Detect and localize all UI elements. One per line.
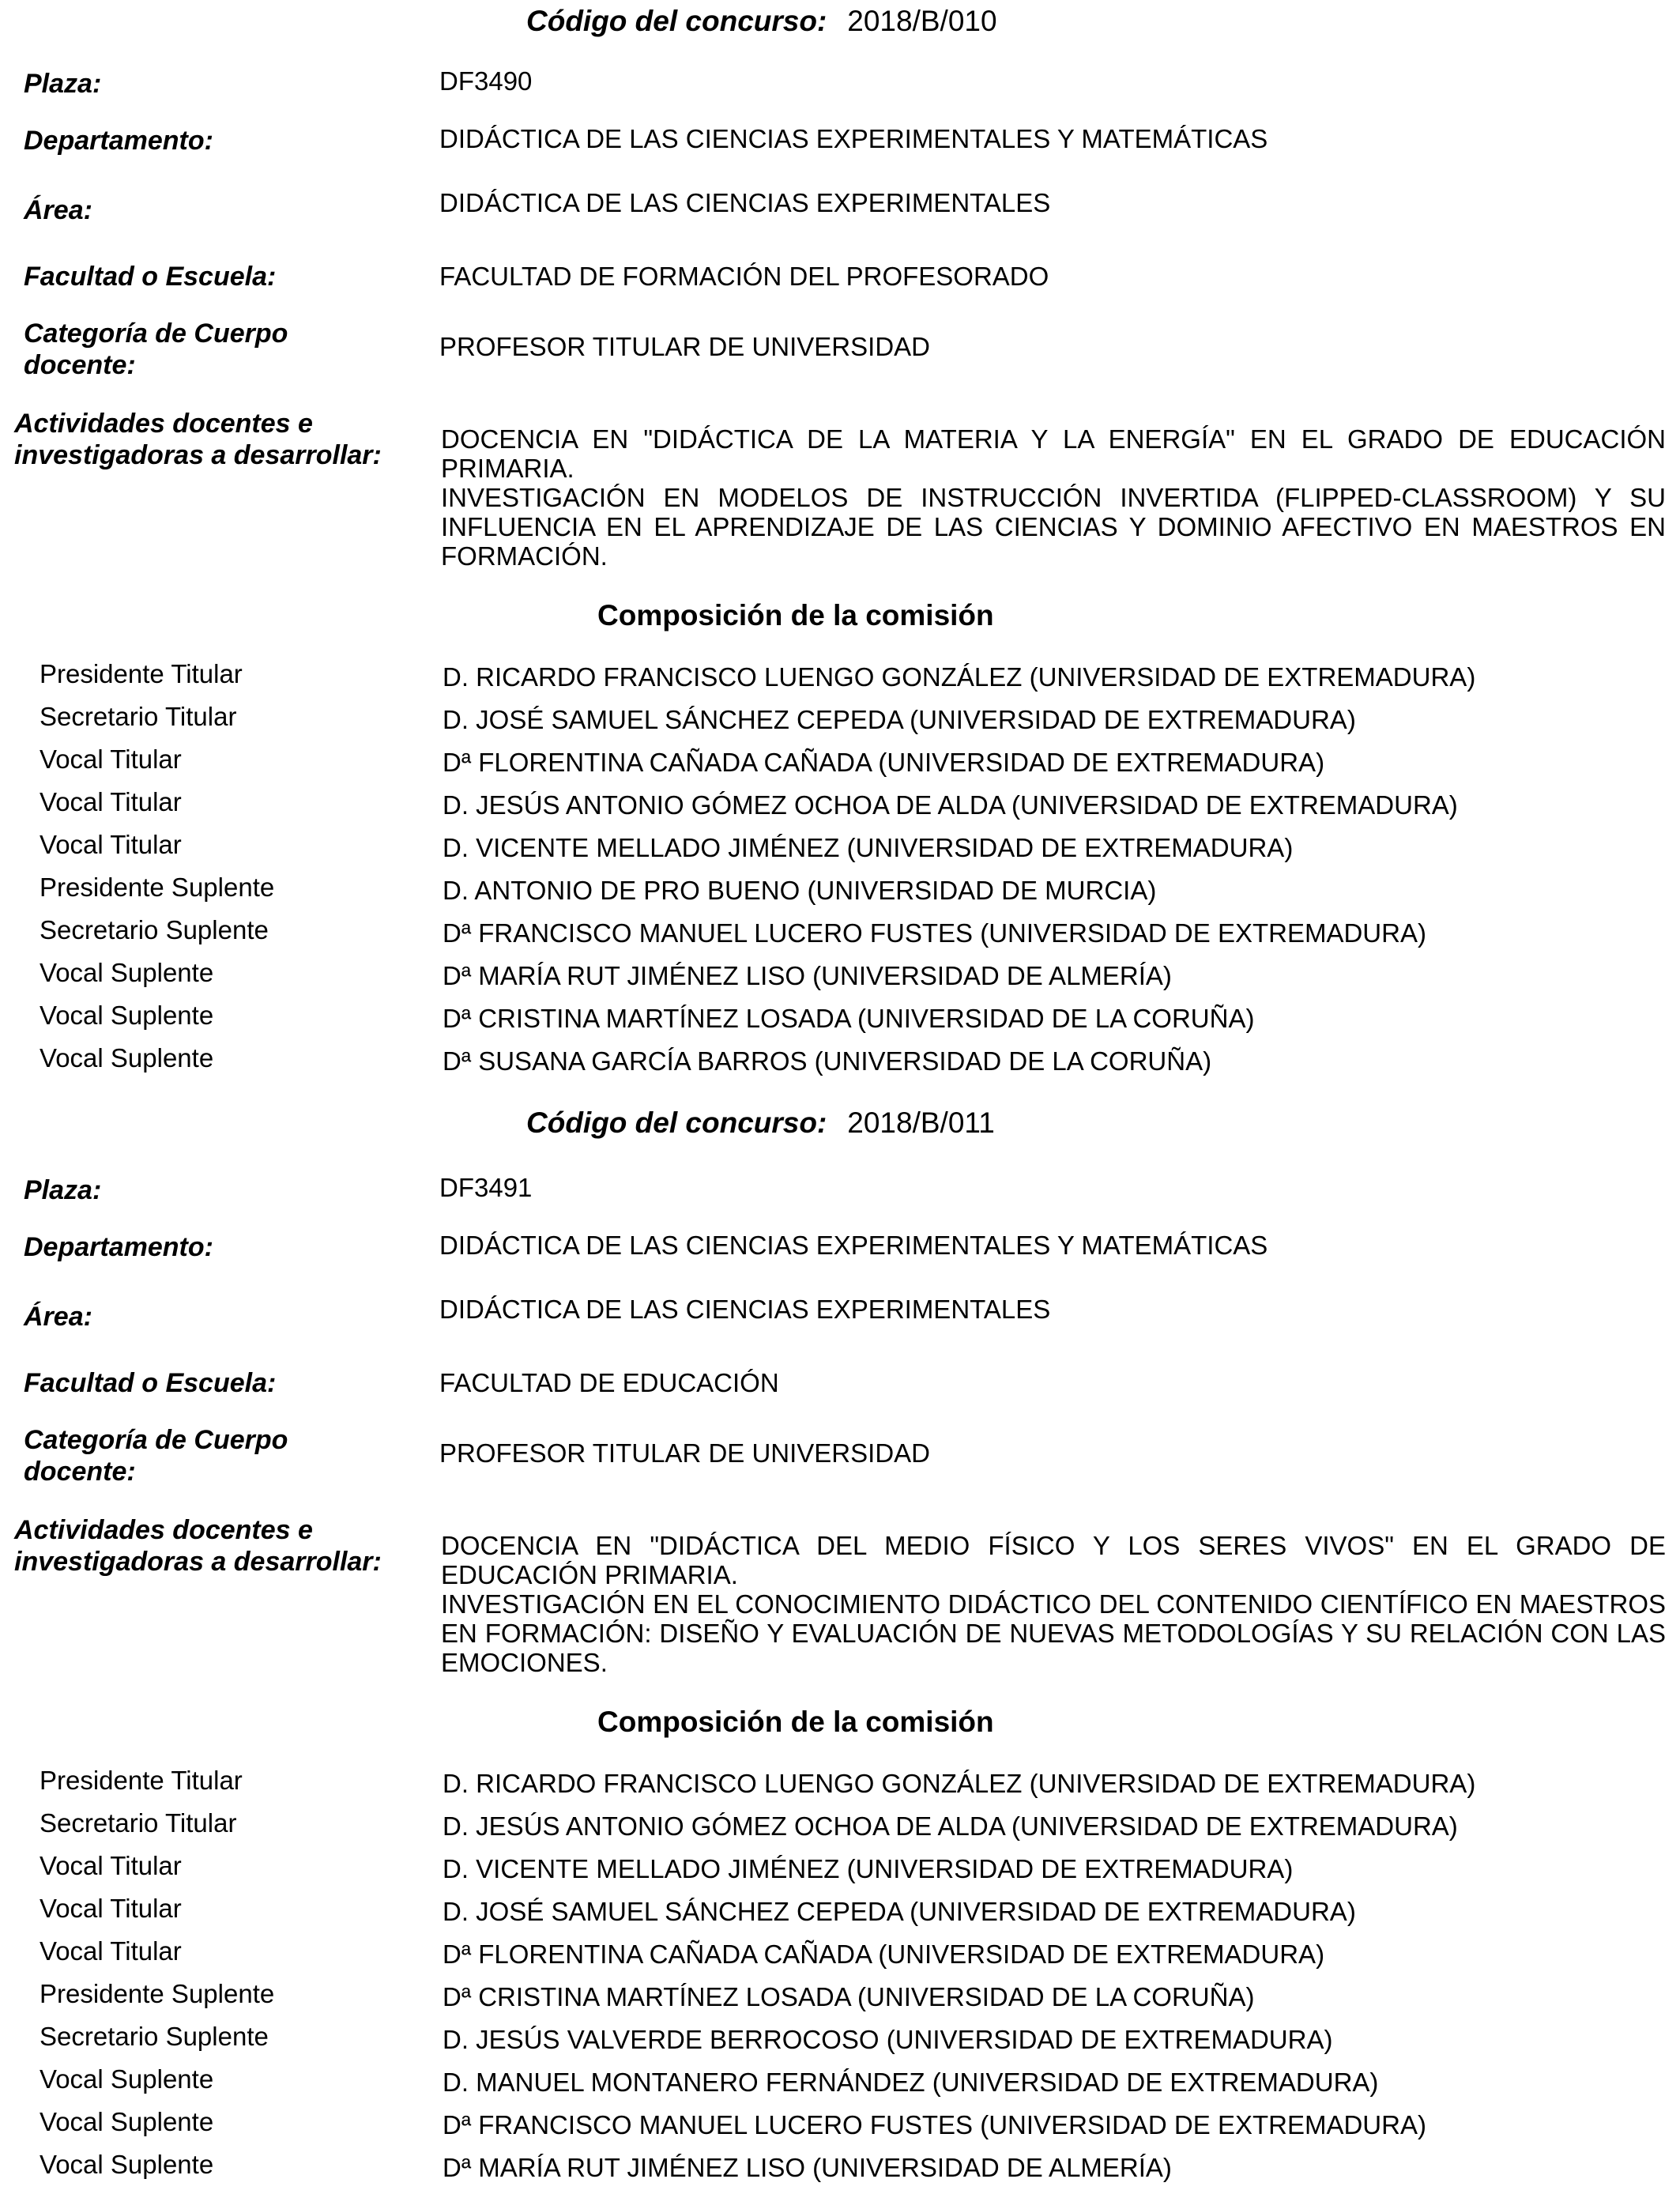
member-role: Vocal Titular <box>40 745 182 774</box>
member-role: Presidente Titular <box>40 1766 243 1795</box>
competition-code <box>526 5 997 38</box>
categoria-value: PROFESOR TITULAR DE UNIVERSIDAD <box>439 1438 930 1468</box>
member-row <box>0 659 1680 702</box>
composicion-title: Composición de la comisión <box>597 1706 994 1738</box>
member-name: D. RICARDO FRANCISCO LUENGO GONZÁLEZ (UNIVERSIDAD DE EXTREMADURA) <box>443 662 1476 692</box>
member-name: D. VICENTE MELLADO JIMÉNEZ (UNIVERSIDAD DE EXTREMADURA) <box>443 833 1294 862</box>
actividades-value <box>441 1531 1666 1677</box>
member-row <box>0 1936 1680 1979</box>
categoria-label-line2: docente: <box>24 350 136 380</box>
member-role: Vocal Suplente <box>40 1001 214 1030</box>
categoria-value: PROFESOR TITULAR DE UNIVERSIDAD <box>439 332 930 361</box>
plaza-value: DF3490 <box>439 66 533 96</box>
departamento-label: Departamento: <box>24 1232 213 1262</box>
member-name: D. JOSÉ SAMUEL SÁNCHEZ CEPEDA (UNIVERSIDAD DE EXTREMADURA) <box>443 1897 1356 1926</box>
member-row <box>0 958 1680 1001</box>
competition-code-label: Código del concurso: <box>526 5 827 37</box>
actividades-label-line2: investigadoras a desarrollar: <box>14 440 382 470</box>
actividades-label-line1: Actividades docentes e <box>14 409 313 439</box>
member-row <box>0 915 1680 958</box>
member-row <box>0 1001 1680 1043</box>
member-name: D. MANUEL MONTANERO FERNÁNDEZ (UNIVERSIDAD DE EXTREMADURA) <box>443 2068 1379 2097</box>
member-name: Dª FRANCISCO MANUEL LUCERO FUSTES (UNIVERSIDAD DE EXTREMADURA) <box>443 2110 1426 2139</box>
member-row <box>0 2022 1680 2064</box>
facultad-label: Facultad o Escuela: <box>24 1368 277 1398</box>
competition-code-label: Código del concurso: <box>526 1106 827 1139</box>
departamento-value: DIDÁCTICA DE LAS CIENCIAS EXPERIMENTALES Y MATEMÁTICAS <box>439 124 1268 153</box>
actividades-label-line1: Actividades docentes e <box>14 1515 313 1545</box>
member-row <box>0 830 1680 873</box>
member-name: Dª FLORENTINA CAÑADA CAÑADA (UNIVERSIDAD DE EXTREMADURA) <box>443 748 1325 777</box>
member-row <box>0 702 1680 745</box>
member-role: Vocal Suplente <box>40 958 214 987</box>
composicion-title: Composición de la comisión <box>597 599 994 631</box>
competition-code-value: 2018/B/011 <box>847 1106 995 1139</box>
member-name: Dª FLORENTINA CAÑADA CAÑADA (UNIVERSIDAD DE EXTREMADURA) <box>443 1940 1325 1969</box>
member-row <box>0 1043 1680 1086</box>
member-role: Vocal Titular <box>40 1936 182 1966</box>
member-row <box>0 1808 1680 1851</box>
actividades-investigacion: INVESTIGACIÓN EN MODELOS DE INSTRUCCIÓN INVERTIDA (FLIPPED-CLASSROOM) Y SU INFLUENCIA EN EL APRENDIZAJE DE LAS CIENCIAS Y DOMINIO AFECTIVO EN MAESTROS EN FORMACIÓN. <box>441 483 1666 571</box>
member-role: Secretario Suplente <box>40 915 269 944</box>
plaza-label: Plaza: <box>24 69 102 99</box>
facultad-value: FACULTAD DE EDUCACIÓN <box>439 1368 779 1397</box>
member-role: Vocal Titular <box>40 1894 182 1923</box>
member-role: Vocal Titular <box>40 830 182 859</box>
member-row <box>0 787 1680 830</box>
competition-code <box>526 1106 995 1140</box>
departamento-label: Departamento: <box>24 126 213 156</box>
member-role: Secretario Suplente <box>40 2022 269 2051</box>
member-name: D. JESÚS ANTONIO GÓMEZ OCHOA DE ALDA (UNIVERSIDAD DE EXTREMADURA) <box>443 1811 1458 1841</box>
member-name: Dª CRISTINA MARTÍNEZ LOSADA (UNIVERSIDAD DE LA CORUÑA) <box>443 1004 1255 1033</box>
member-row <box>0 745 1680 787</box>
member-name: D. JESÚS ANTONIO GÓMEZ OCHOA DE ALDA (UNIVERSIDAD DE EXTREMADURA) <box>443 790 1458 820</box>
departamento-value: DIDÁCTICA DE LAS CIENCIAS EXPERIMENTALES Y MATEMÁTICAS <box>439 1231 1268 1260</box>
member-row <box>0 2064 1680 2107</box>
member-role: Vocal Suplente <box>40 2107 214 2136</box>
member-row <box>0 1894 1680 1936</box>
member-name: D. VICENTE MELLADO JIMÉNEZ (UNIVERSIDAD DE EXTREMADURA) <box>443 1854 1294 1883</box>
member-row <box>0 1979 1680 2022</box>
actividades-docencia: DOCENCIA EN "DIDÁCTICA DE LA MATERIA Y LA ENERGÍA" EN EL GRADO DE EDUCACIÓN PRIMARIA. <box>441 424 1666 483</box>
plaza-value: DF3491 <box>439 1173 533 1202</box>
area-value: DIDÁCTICA DE LAS CIENCIAS EXPERIMENTALES <box>439 1295 1051 1324</box>
categoria-label-line2: docente: <box>24 1457 136 1487</box>
actividades-value <box>441 424 1666 571</box>
facultad-label: Facultad o Escuela: <box>24 262 277 292</box>
categoria-label-line1: Categoría de Cuerpo <box>24 319 288 349</box>
member-name: Dª FRANCISCO MANUEL LUCERO FUSTES (UNIVERSIDAD DE EXTREMADURA) <box>443 918 1426 948</box>
member-row <box>0 873 1680 915</box>
plaza-label: Plaza: <box>24 1175 102 1205</box>
actividades-investigacion: INVESTIGACIÓN EN EL CONOCIMIENTO DIDÁCTICO DEL CONTENIDO CIENTÍFICO EN MAESTROS EN FORMACIÓN: DISEÑO Y EVALUACIÓN DE NUEVAS METODOLOGÍAS Y SU RELACIÓN CON LAS EMOCIONES. <box>441 1589 1666 1677</box>
member-role: Vocal Suplente <box>40 2150 214 2179</box>
member-name: Dª SUSANA GARCÍA BARROS (UNIVERSIDAD DE LA CORUÑA) <box>443 1046 1212 1076</box>
member-role: Secretario Titular <box>40 1808 237 1838</box>
categoria-label-line1: Categoría de Cuerpo <box>24 1425 288 1455</box>
member-role: Vocal Titular <box>40 1851 182 1880</box>
actividades-label <box>14 408 382 471</box>
actividades-docencia: DOCENCIA EN "DIDÁCTICA DEL MEDIO FÍSICO Y LOS SERES VIVOS" EN EL GRADO DE EDUCACIÓN PRIMARIA. <box>441 1531 1666 1589</box>
facultad-value: FACULTAD DE FORMACIÓN DEL PROFESORADO <box>439 262 1049 291</box>
member-name: Dª MARÍA RUT JIMÉNEZ LISO (UNIVERSIDAD DE ALMERÍA) <box>443 961 1172 990</box>
competition-code-value: 2018/B/010 <box>847 5 997 37</box>
member-name: Dª MARÍA RUT JIMÉNEZ LISO (UNIVERSIDAD DE ALMERÍA) <box>443 2153 1172 2182</box>
member-name: D. JESÚS VALVERDE BERROCOSO (UNIVERSIDAD DE EXTREMADURA) <box>443 2025 1333 2054</box>
area-label: Área: <box>24 195 92 225</box>
member-name: D. ANTONIO DE PRO BUENO (UNIVERSIDAD DE MURCIA) <box>443 876 1157 905</box>
categoria-label <box>24 318 288 381</box>
member-name: Dª CRISTINA MARTÍNEZ LOSADA (UNIVERSIDAD DE LA CORUÑA) <box>443 1982 1255 2011</box>
member-row <box>0 2150 1680 2192</box>
area-label: Área: <box>24 1302 92 1332</box>
member-name: D. RICARDO FRANCISCO LUENGO GONZÁLEZ (UNIVERSIDAD DE EXTREMADURA) <box>443 1769 1476 1798</box>
actividades-label <box>14 1514 382 1578</box>
member-role: Vocal Titular <box>40 787 182 816</box>
member-role: Vocal Suplente <box>40 1043 214 1072</box>
member-row <box>0 1851 1680 1894</box>
member-role: Secretario Titular <box>40 702 237 731</box>
actividades-label-line2: investigadoras a desarrollar: <box>14 1547 382 1577</box>
member-row <box>0 2107 1680 2150</box>
member-role: Presidente Suplente <box>40 1979 275 2008</box>
member-name: D. JOSÉ SAMUEL SÁNCHEZ CEPEDA (UNIVERSIDAD DE EXTREMADURA) <box>443 705 1356 734</box>
member-role: Vocal Suplente <box>40 2064 214 2094</box>
member-role: Presidente Titular <box>40 659 243 688</box>
member-role: Presidente Suplente <box>40 873 275 902</box>
member-row <box>0 1766 1680 1808</box>
area-value: DIDÁCTICA DE LAS CIENCIAS EXPERIMENTALES <box>439 188 1051 217</box>
categoria-label <box>24 1424 288 1487</box>
